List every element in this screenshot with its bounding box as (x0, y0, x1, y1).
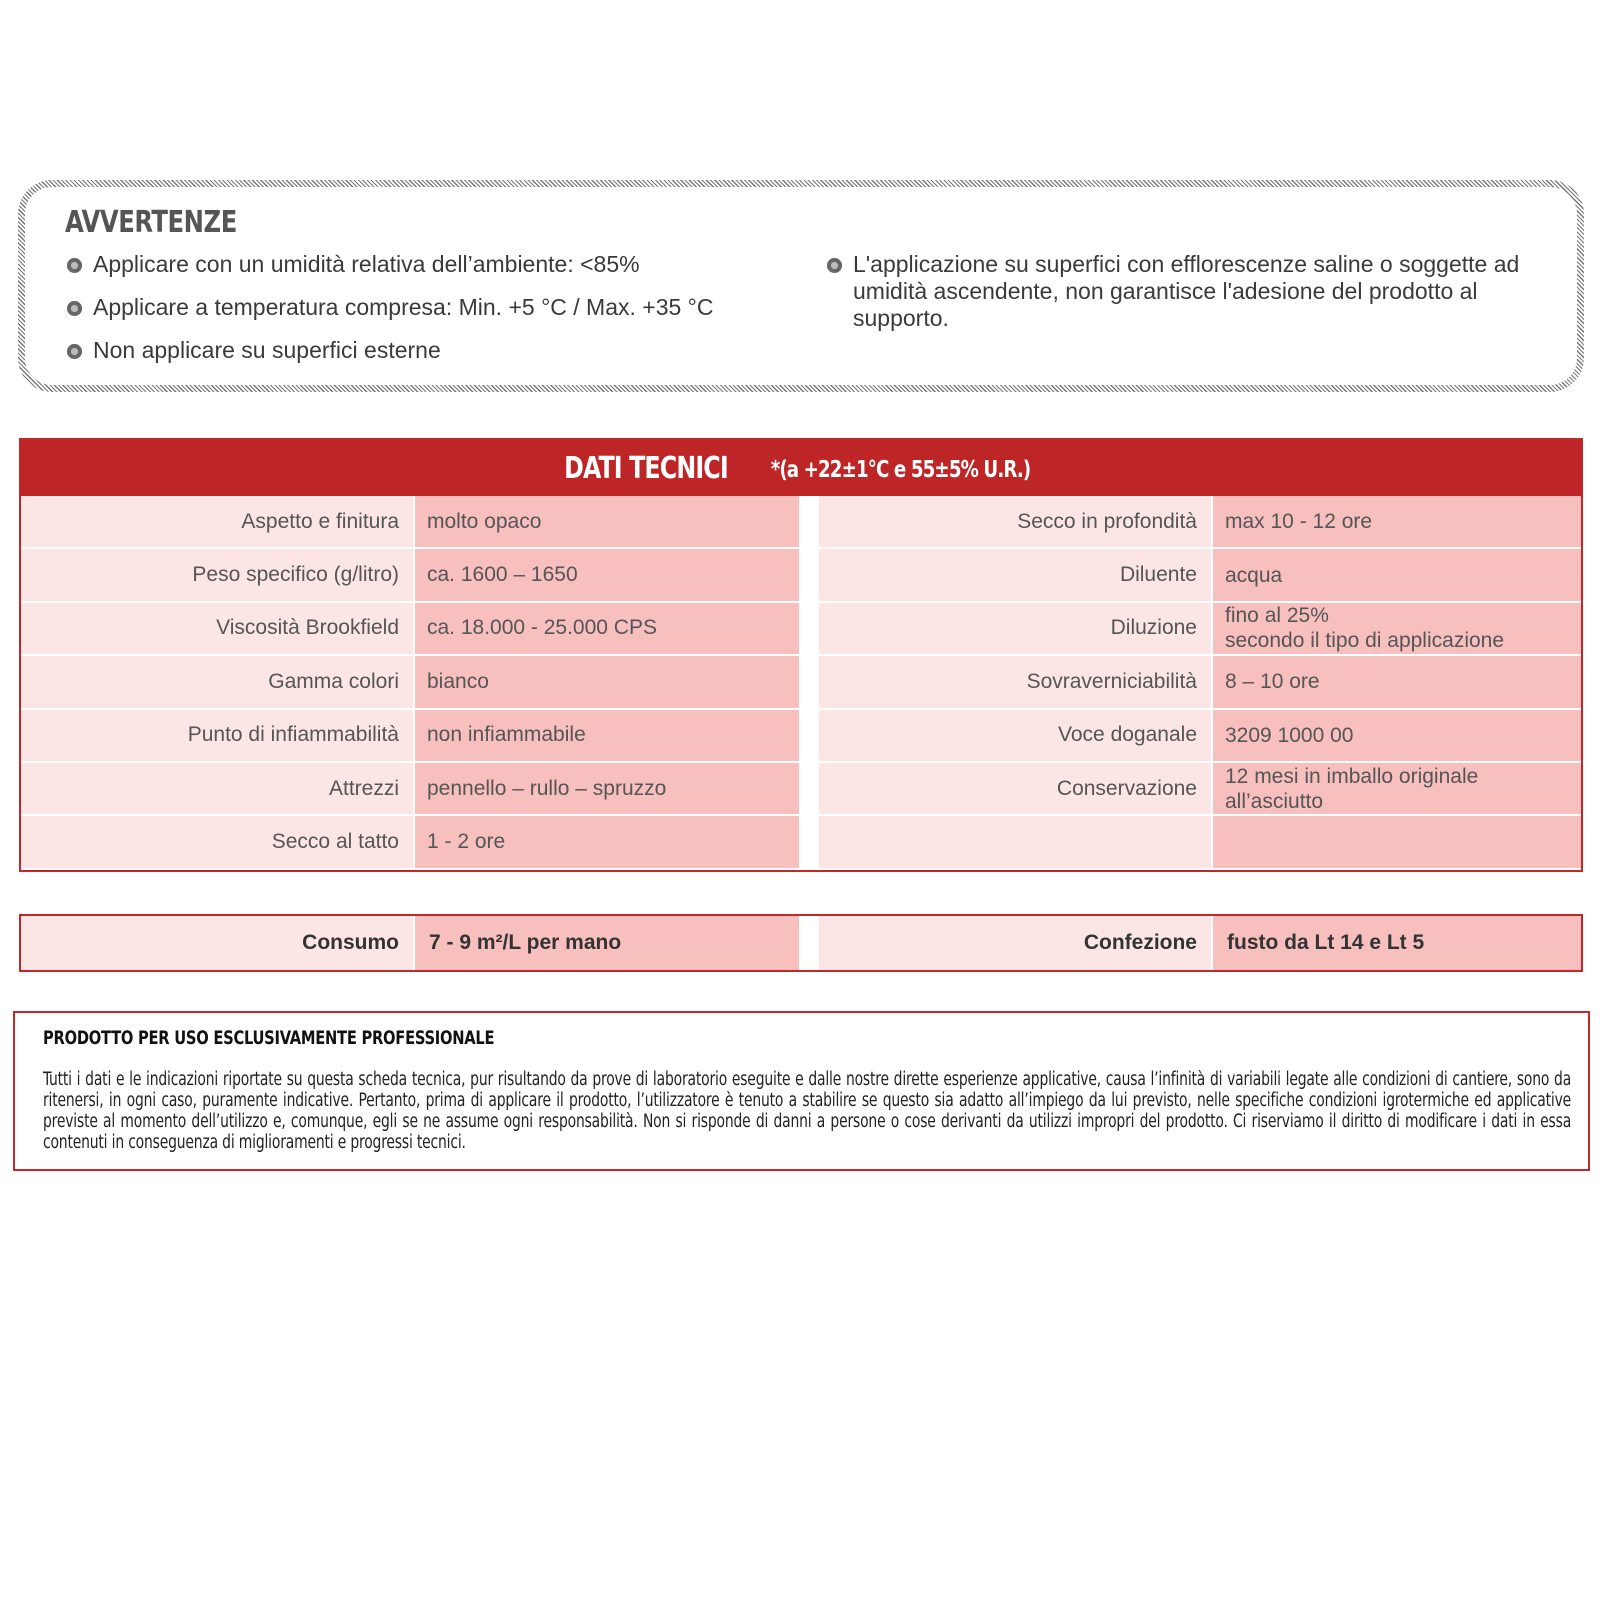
avvertenza-text: Non applicare su superfici esterne (93, 337, 441, 363)
table-row (819, 549, 1581, 602)
avvertenza-text: Applicare a temperatura compresa: Min. +5 °C / Max. +35 °C (93, 294, 714, 320)
row-label: Secco in profondità (819, 496, 1211, 547)
row-value-line: secondo il tipo di applicazione (1225, 629, 1505, 653)
row-value: 8 – 10 ore (1213, 656, 1581, 707)
table-row (21, 816, 807, 869)
row-value: 12 mesi in imballo originale all’asciutto (1213, 763, 1581, 814)
row-label: Gamma colori (21, 656, 413, 707)
consumo-value: 7 - 9 m²/L per mano (415, 916, 799, 970)
row-value: pennello – rullo – spruzzo (415, 763, 799, 814)
row-label: Voce doganale (819, 710, 1211, 761)
column-separator (807, 496, 819, 870)
table-row (21, 603, 807, 656)
avvertenza-item (825, 251, 1565, 332)
row-value: ca. 18.000 - 25.000 CPS (415, 603, 799, 654)
row-value: ca. 1600 – 1650 (415, 549, 799, 600)
dati-tecnici-note: *(a +22±1°C e 55±5% U.R.) (771, 457, 1031, 483)
table-row (21, 763, 807, 816)
bullet-icon (67, 344, 82, 359)
row-value: acqua (1213, 549, 1581, 600)
bullet-icon (67, 258, 82, 273)
row-value: bianco (415, 656, 799, 707)
table-row (21, 496, 807, 549)
row-label: Sovraverniciabilità (819, 656, 1211, 707)
avvertenza-item (65, 251, 835, 278)
dati-tecnici-title: DATI TECNICI (564, 450, 729, 486)
row-label: Secco al tatto (21, 816, 413, 867)
avvertenze-box (18, 180, 1584, 392)
row-value: 1 - 2 ore (415, 816, 799, 867)
bullet-icon (827, 258, 842, 273)
table-row (819, 656, 1581, 709)
disclaimer-text: Tutti i dati e le indicazioni riportate su questa scheda tecnica, pur risultando da prove di laboratorio eseguite e dalle nostre dirette esperienze applicative, causa l’infinità di variabili legate alle condizioni di cantiere, sono da ritenersi, in ogni caso, puramente indicative. Pertanto, prima di applicare il prodotto, l’utilizzatore è tenuto a stabilire se questo sia adatto all’impiego da lui previsto, nelle specifiche condizioni igrotermiche ed applicative previste al momento dell’utilizzo e, comunque, egli se ne assume ogni responsabilità. Non si risponde di danni a persone o cose derivanti da utilizzi impropri del prodotto. Ci riserviamo il diritto di modificare i dati in essa contenuti in conseguenza di miglioramenti e progressi tecnici. (43, 1069, 1572, 1153)
avvertenza-item (65, 337, 835, 364)
confezione-value: fusto da Lt 14 e Lt 5 (1213, 916, 1581, 970)
row-label: Attrezzi (21, 763, 413, 814)
row-value (1213, 816, 1581, 867)
consumo-label: Consumo (21, 916, 413, 970)
table-row (21, 656, 807, 709)
row-label (819, 816, 1211, 867)
confezione-label: Confezione (819, 916, 1211, 970)
row-value: non infiammabile (415, 710, 799, 761)
avvertenze-list-left (65, 251, 835, 380)
row-label: Punto di infiammabilità (21, 710, 413, 761)
row-label: Conservazione (819, 763, 1211, 814)
dati-tecnici-table (19, 438, 1583, 872)
disclaimer-title: PRODOTTO PER USO ESCLUSIVAMENTE PROFESSIONALE (43, 1027, 495, 1049)
row-label: Peso specifico (g/litro) (21, 549, 413, 600)
avvertenze-title: AVVERTENZE (65, 205, 237, 240)
row-label: Diluzione (819, 603, 1211, 654)
dati-tecnici-left-column (21, 496, 807, 870)
row-value: max 10 - 12 ore (1213, 496, 1581, 547)
row-value-line: fino al 25% (1225, 604, 1329, 628)
row-label: Viscosità Brookfield (21, 603, 413, 654)
avvertenza-text: L'applicazione su superfici con efflorescenze saline o soggette ad umidità ascendente, non garantisce l'adesione del prodotto al supporto. (853, 251, 1520, 331)
dati-tecnici-header (21, 440, 1581, 496)
bullet-icon (67, 301, 82, 316)
table-row (21, 710, 807, 763)
table-row (819, 710, 1581, 763)
row-value: 3209 1000 00 (1213, 710, 1581, 761)
row-value: molto opaco (415, 496, 799, 547)
column-separator (807, 916, 819, 970)
avvertenze-list-right (825, 251, 1565, 348)
avvertenza-text: Applicare con un umidità relativa dell’ambiente: <85% (93, 251, 640, 277)
table-row (819, 496, 1581, 549)
table-row (819, 816, 1581, 869)
table-row (819, 603, 1581, 656)
consumo-confezione-row (19, 914, 1583, 972)
table-row (819, 763, 1581, 816)
avvertenza-item (65, 294, 835, 321)
row-label: Aspetto e finitura (21, 496, 413, 547)
row-value (1213, 603, 1581, 654)
table-row (21, 549, 807, 602)
dati-tecnici-right-column (819, 496, 1581, 870)
disclaimer-box (13, 1011, 1590, 1171)
row-label: Diluente (819, 549, 1211, 600)
